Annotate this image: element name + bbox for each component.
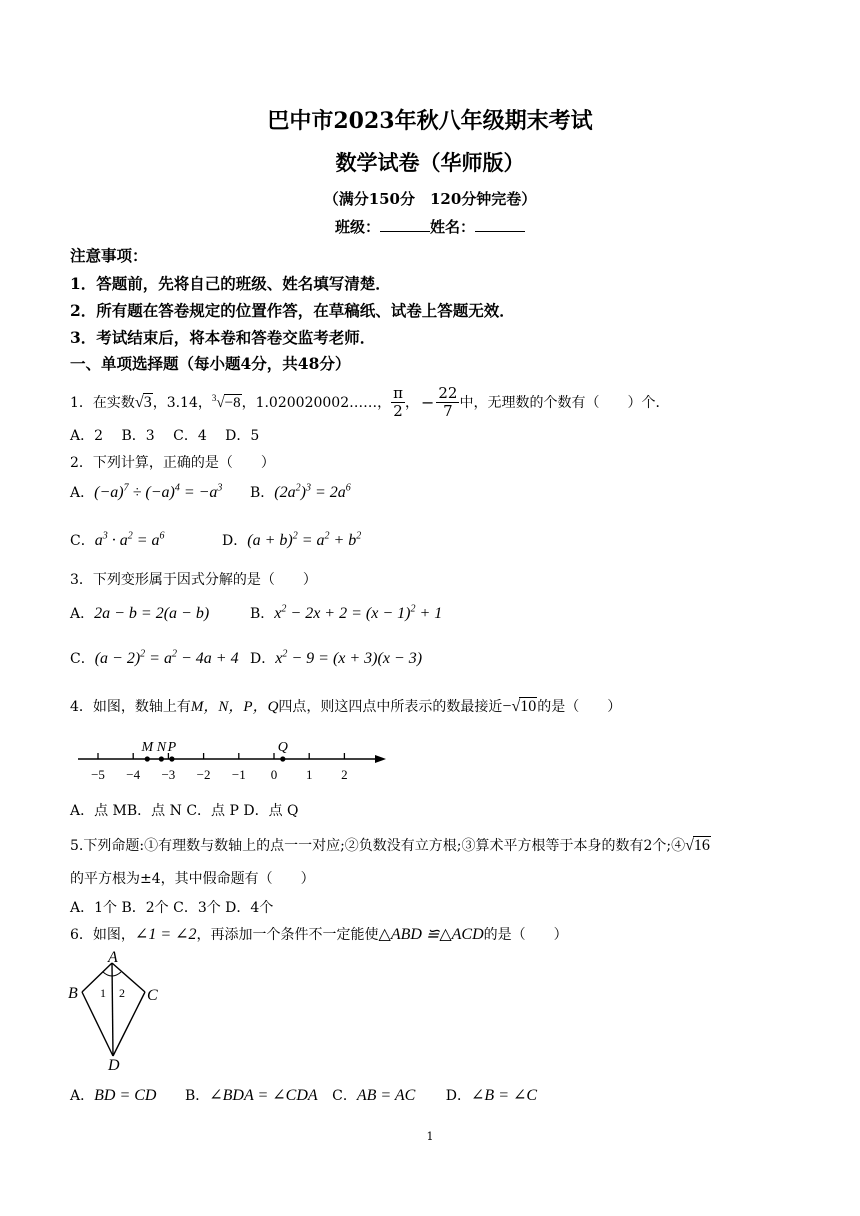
q1-text-2: ，1.020020002……， <box>241 395 392 411</box>
notice-item-3: 3．考试结束后，将本卷和答卷交监考老师． <box>70 328 376 347</box>
point-label-q: Q <box>277 740 288 755</box>
question-6: 6．如图，∠1 = ∠2，再添加一个条件不一定能使△ABD ≌△ACD的是（ ） <box>70 926 568 943</box>
q1-choices: A．2 B．3 C．4 D．5 <box>70 428 260 444</box>
label-a: A <box>108 950 118 966</box>
frac-22-7: $\frac{22}{7}$ <box>438 384 458 420</box>
tick-label: −5 <box>91 767 105 782</box>
q3-stem: 3．下列变形属于因式分解的是（ ） <box>70 572 317 588</box>
name-blank[interactable] <box>475 217 525 232</box>
name-label: 姓名： <box>430 218 476 236</box>
q3-option-b: B．$x^2 - 2x + 2 = (x - 1)^2 + 1$ <box>250 603 443 622</box>
axis-arrow-icon <box>375 755 386 763</box>
q4-choices: A．点 MB．点 N C．点 P D．点 Q <box>70 803 299 819</box>
point-label-n: N <box>156 740 167 755</box>
question-1 <box>70 380 669 424</box>
pi-over-2: $\frac{\pi}{2}$ <box>393 384 403 420</box>
q2-option-a: A．$(-a)^7 \div (-a)^4 = -a^3$ <box>70 482 223 501</box>
q3-option-a: A．2a − b = 2(a − b) <box>70 605 210 622</box>
exam-title: 巴中市2023年秋八年级期末考试 <box>267 108 593 134</box>
number-line-figure <box>70 732 400 784</box>
label-b: B <box>68 985 78 1002</box>
q1-suffix: 中，无理数的个数有（ ）个． <box>459 395 670 411</box>
notice-heading: 注意事项： <box>70 246 148 265</box>
notice-item-1: 1．答题前，先将自己的班级、姓名填写清楚． <box>70 274 391 293</box>
class-name-line <box>0 216 860 237</box>
label-c: C <box>147 987 158 1004</box>
label-angle-2: 2 <box>119 986 125 1000</box>
q1-text-3: ， <box>404 395 419 411</box>
cbrt-neg8: $^3$√−8 <box>211 392 241 411</box>
q1-text-1: ，3.14， <box>152 395 212 411</box>
class-label: 班级： <box>334 218 380 236</box>
q5-line-1: 5.下列命题:①有理数与数轴上的点一一对应;②负数没有立方根;③算术平方根等于本身的数有2个;④√16 <box>70 837 710 854</box>
tick-label: −1 <box>231 767 246 782</box>
point-label-m: M <box>141 740 154 755</box>
point-label-p: P <box>167 740 177 755</box>
point-q <box>280 756 285 761</box>
exam-subtitle: 数学试卷（华师版） <box>335 150 525 175</box>
page-number: 1 <box>426 1130 434 1143</box>
label-angle-1: 1 <box>100 986 106 1000</box>
class-blank[interactable] <box>380 217 430 232</box>
notice-item-2: 2．所有题在答卷规定的位置作答，在草稿纸、试卷上答题无效． <box>70 301 515 320</box>
point-n <box>159 756 164 761</box>
q5-line-2: 的平方根为±4，其中假命题有（ ） <box>70 871 315 887</box>
tick-label: −2 <box>196 767 211 782</box>
q3-option-c: C．$(a - 2)^2 = a^2 - 4a + 4$ <box>70 648 239 667</box>
point-p <box>169 756 174 761</box>
sqrt3: √3 <box>134 393 152 411</box>
q2-option-b: B．$(2a^2)^3 = 2a^6$ <box>250 482 351 501</box>
q1-prefix: 1．在实数 <box>70 395 135 411</box>
label-d: D <box>108 1057 120 1074</box>
section-heading: 一、单项选择题（每小题4分，共48分） <box>70 354 351 373</box>
q2-option-c: C．$a^3 \cdot a^2 = a^6$ <box>70 530 165 549</box>
tick-label: −4 <box>126 767 141 782</box>
minus-sign: − <box>420 392 435 412</box>
tick-label: 0 <box>270 767 278 782</box>
tick-label: 2 <box>341 767 348 782</box>
q5-choices: A．1个 B．2个 C．3个 D．4个 <box>70 900 274 916</box>
q2-stem: 2．下列计算，正确的是（ ） <box>70 455 275 471</box>
question-4: 4．如图，数轴上有M，N，P，Q四点，则这四点中所表示的数最接近−√10的是（ ） <box>70 698 622 715</box>
triangle-figure <box>62 950 172 1075</box>
q3-option-d: D．$x^2 - 9 = (x + 3)(x - 3)$ <box>250 648 423 667</box>
q6-choices: A．BD = CD B．∠BDA = ∠CDA C．AB = AC D．∠B = ∠C <box>70 1087 538 1104</box>
score-line: （满分150分 120分钟完卷） <box>323 190 537 208</box>
q2-option-d: D．$(a + b)^2 = a^2 + b^2$ <box>222 530 362 549</box>
tick-label: 1 <box>305 767 313 782</box>
tick-label: −3 <box>161 767 176 782</box>
point-m <box>145 756 150 761</box>
